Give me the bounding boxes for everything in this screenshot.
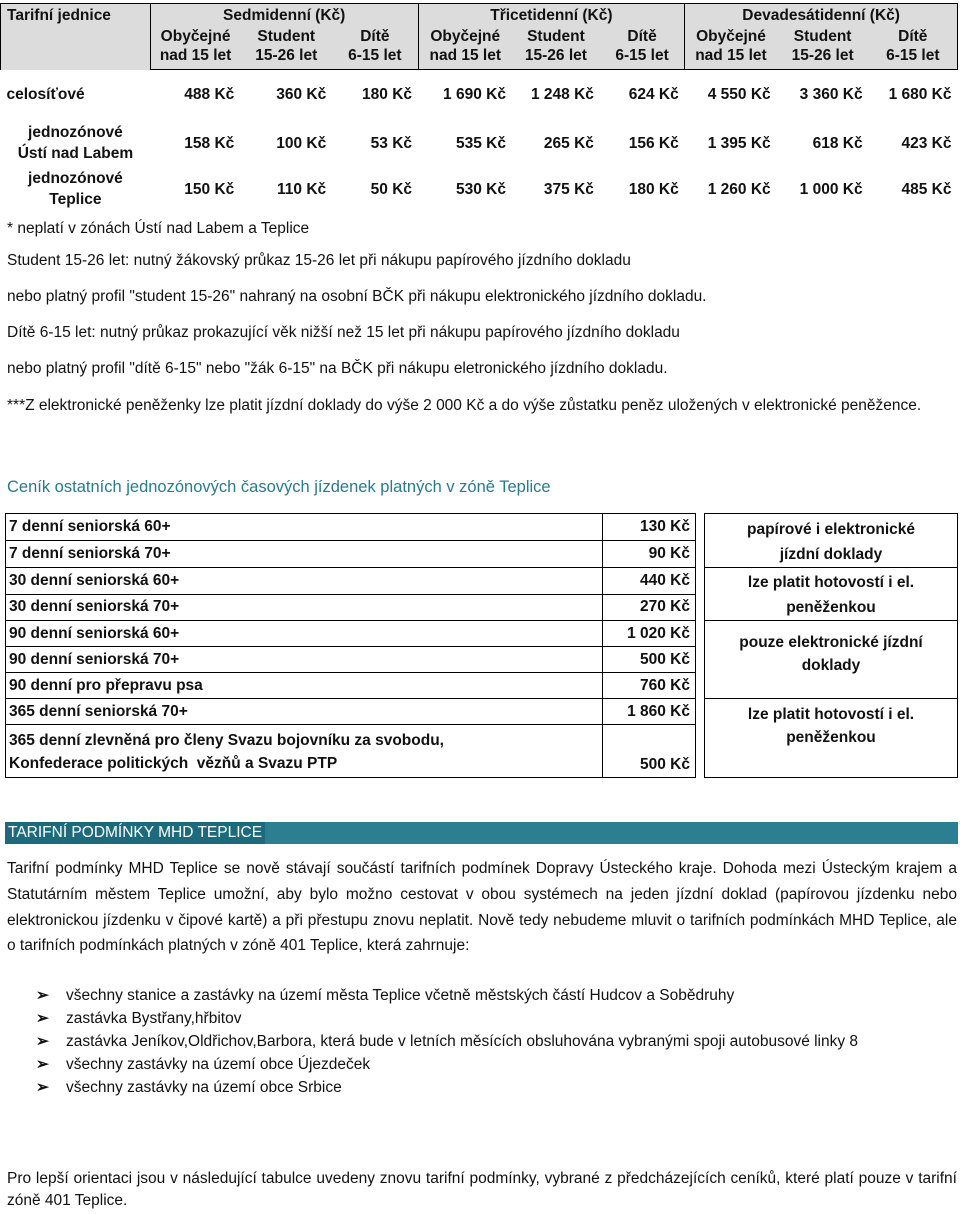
row-label-line2: Ústí nad Labem bbox=[17, 145, 134, 162]
ticket-price: 1 860 Kč bbox=[603, 699, 696, 725]
ticket-name: 90 denní pro přepravu psa bbox=[6, 673, 603, 699]
column-gap bbox=[696, 541, 705, 568]
price-cell: 110 Kč bbox=[277, 180, 327, 198]
note-line: peněženkou bbox=[786, 729, 876, 746]
fare-row-zone-usti bbox=[1, 120, 958, 166]
price-cell: 53 Kč bbox=[370, 134, 413, 152]
list-item-text: všechny stanice a zastávky na území města Teplice včetně městských částí Hudcov a Sobědruhy bbox=[66, 987, 735, 1004]
price-cell: 158 Kč bbox=[184, 134, 235, 152]
subheader-line1: Dítě bbox=[627, 28, 657, 45]
ticket-name bbox=[6, 725, 603, 778]
list-item-text: zastávka Bystřany,hřbitov bbox=[66, 1010, 242, 1027]
price-cell: 265 Kč bbox=[543, 134, 594, 152]
arrow-bullet-icon: ➢ bbox=[36, 1033, 49, 1050]
footer-paragraph: Pro lepší orientaci jsou v následující tabulce uvedeny znovu tarifní podmínky, vybrané z předcházejících ceníků, které platí pouze v tarifní zóně 401 Teplice. bbox=[7, 1170, 957, 1209]
note-student-line1: Student 15-26 let: nutný žákovský průkaz 15-26 let při nákupu papírového jízdního dokladu bbox=[7, 252, 631, 269]
note-line: lze platit hotovostí i el. bbox=[747, 706, 915, 723]
row-label: celosíťové bbox=[6, 85, 85, 103]
fare-header-groups bbox=[1, 4, 958, 27]
column-gap bbox=[696, 514, 705, 541]
price-cell: 1 260 Kč bbox=[707, 180, 771, 198]
arrow-bullet-icon: ➢ bbox=[36, 987, 49, 1004]
price-cell: 423 Kč bbox=[901, 134, 952, 152]
ticket-price: 440 Kč bbox=[603, 568, 696, 595]
ticket-price: 1 020 Kč bbox=[603, 621, 696, 647]
fare-notes bbox=[7, 218, 957, 416]
price-cell: 360 Kč bbox=[276, 86, 327, 103]
subheader-cell bbox=[150, 26, 240, 70]
list-item bbox=[36, 1077, 958, 1099]
price-cell: 530 Kč bbox=[455, 180, 506, 198]
subheader-cell bbox=[512, 26, 600, 70]
row-label bbox=[1, 120, 151, 166]
fare-row-network bbox=[1, 70, 958, 121]
price-cell: 50 Kč bbox=[370, 180, 413, 198]
column-gap bbox=[696, 699, 705, 725]
group-header-30day: Třicetidenní (Kč) bbox=[418, 4, 685, 27]
list-item bbox=[36, 985, 958, 1007]
ticket-name: 90 denní seniorská 70+ bbox=[6, 647, 603, 673]
ticket-name: 365 denní seniorská 70+ bbox=[6, 699, 603, 725]
note-line: pouze elektronické jízdní bbox=[739, 634, 923, 651]
subheader-line1: Obyčejné bbox=[696, 28, 766, 45]
subheader-line2: 15-26 let bbox=[255, 47, 318, 64]
subheader-line1: Dítě bbox=[360, 28, 390, 45]
note-cash-wallet bbox=[705, 568, 958, 621]
price-cell: 1 690 Kč bbox=[443, 86, 506, 103]
column-gap bbox=[696, 725, 705, 778]
subheader-cell bbox=[240, 26, 332, 70]
price-cell: 150 Kč bbox=[184, 180, 235, 198]
arrow-bullet-icon: ➢ bbox=[36, 1056, 49, 1073]
price-cell: 4 550 Kč bbox=[707, 86, 771, 103]
senior-price-table bbox=[5, 513, 958, 778]
price-cell: 488 Kč bbox=[184, 86, 235, 103]
subheader-line1: Obyčejné bbox=[160, 28, 231, 45]
price-cell: 1 248 Kč bbox=[530, 86, 594, 103]
ticket-price: 760 Kč bbox=[603, 673, 696, 699]
subheader-line2: 6-15 let bbox=[615, 47, 669, 64]
list-item bbox=[36, 1008, 958, 1030]
subheader-cell bbox=[332, 26, 418, 70]
list-item bbox=[36, 1031, 958, 1053]
conditions-paragraph: Tarifní podmínky MHD Teplice se nově stávají součástí tarifních podmínek Dopravy Ústeckého kraje. Dohoda mezi Ústeckým krajem a Statutárním městem Teplice umožní, aby bylo možno cestovat v obou systémech na jeden jízdní doklad (papírovou jízdenku nebo elektronickou jízdenku v čipové kartě) a při přestupu znovu neplatit. Nově tedy nebudeme mluvit o tarifních podmínkách MHD Teplice, ale o tarifních podmínkách platných v zóně 401 Teplice, která zahrnuje: bbox=[7, 860, 957, 955]
note-cash-wallet-2 bbox=[705, 699, 958, 778]
list-item-text: všechny zastávky na území obce Újezdeček bbox=[66, 1056, 371, 1073]
table-row bbox=[6, 568, 958, 595]
column-gap bbox=[696, 621, 705, 647]
subheader-line1: Dítě bbox=[898, 28, 928, 45]
ticket-name-line2: Konfederace politických vězňů a Svazu PTP bbox=[9, 755, 338, 772]
subheader-line2: 6-15 let bbox=[348, 47, 402, 64]
zone-stops-list bbox=[36, 985, 958, 1100]
price-cell: 624 Kč bbox=[628, 86, 679, 103]
note-line: lze platit hotovostí i el. bbox=[747, 574, 915, 591]
column-gap bbox=[696, 673, 705, 699]
ticket-price: 90 Kč bbox=[603, 541, 696, 568]
fare-corner-label: Tarifní jednice bbox=[1, 4, 151, 70]
ticket-name: 7 denní seniorská 60+ bbox=[6, 514, 603, 541]
subheader-line2: nad 15 let bbox=[159, 47, 232, 64]
price-cell: 1 395 Kč bbox=[707, 134, 771, 152]
arrow-bullet-icon: ➢ bbox=[36, 1010, 49, 1027]
senior-section-title: Ceník ostatních jednozónových časových jízdenek platných v zóně Teplice bbox=[7, 478, 551, 496]
ticket-name: 30 denní seniorská 70+ bbox=[6, 594, 603, 621]
list-item-text: zastávka Jeníkov,Oldřichov,Barbora, která bude v letních měsících obsluhována vybranými spoji autobusové linky 8 bbox=[66, 1033, 859, 1050]
fare-row-zone-teplice bbox=[1, 166, 958, 212]
price-cell: 3 360 Kč bbox=[799, 86, 863, 103]
subheader-line1: Student bbox=[793, 28, 852, 45]
note-child-line2: nebo platný profil "dítě 6-15" nebo "žák 6-15" na BČK při nákupu eletronického jízdního dokladu. bbox=[7, 360, 668, 377]
table-row bbox=[6, 621, 958, 647]
subheader-cell bbox=[685, 26, 777, 70]
ticket-price: 500 Kč bbox=[603, 647, 696, 673]
subheader-line2: 6-15 let bbox=[886, 47, 940, 64]
price-cell: 100 Kč bbox=[276, 134, 327, 152]
fare-table bbox=[0, 3, 958, 212]
subheader-cell bbox=[869, 26, 958, 70]
column-gap bbox=[696, 568, 705, 595]
ticket-price: 270 Kč bbox=[603, 594, 696, 621]
price-cell: 375 Kč bbox=[543, 180, 594, 198]
ticket-name: 90 denní seniorská 60+ bbox=[6, 621, 603, 647]
note-student-line2: nebo platný profil "student 15-26" nahraný na osobní BČK při nákupu elektronického jízdního dokladu. bbox=[7, 288, 707, 305]
subheader-cell bbox=[418, 26, 512, 70]
ticket-name: 30 denní seniorská 60+ bbox=[6, 568, 603, 595]
ticket-price: 500 Kč bbox=[603, 725, 696, 778]
price-cell: 180 Kč bbox=[628, 180, 679, 198]
price-cell: 535 Kč bbox=[455, 134, 506, 152]
arrow-bullet-icon: ➢ bbox=[36, 1079, 49, 1096]
note-line: doklady bbox=[801, 657, 861, 674]
subheader-cell bbox=[777, 26, 869, 70]
table-row bbox=[6, 699, 958, 725]
conditions-heading-bar bbox=[5, 822, 958, 844]
column-gap bbox=[696, 647, 705, 673]
note-line: papírové i elektronické bbox=[747, 521, 915, 538]
row-label-line2: Teplice bbox=[49, 191, 102, 208]
note-zones: * neplatí v zónách Ústí nad Labem a Teplice bbox=[7, 220, 310, 237]
row-label-line1: jednozónové bbox=[28, 170, 123, 187]
price-cell: 1 000 Kč bbox=[799, 180, 863, 198]
row-label bbox=[1, 166, 151, 212]
subheader-line2: 15-26 let bbox=[524, 47, 587, 64]
ticket-price: 130 Kč bbox=[603, 514, 696, 541]
subheader-cell bbox=[600, 26, 685, 70]
ticket-name-line1: 365 denní zlevněná pro členy Svazu bojovníku za svobodu, bbox=[9, 732, 444, 749]
note-line: peněženkou bbox=[786, 599, 876, 616]
note-line: jízdní doklady bbox=[779, 546, 883, 563]
fare-table-wrapper bbox=[0, 3, 958, 212]
table-row bbox=[6, 514, 958, 541]
group-header-7day: Sedmidenní (Kč) bbox=[150, 4, 418, 27]
subheader-line1: Student bbox=[257, 28, 316, 45]
price-cell: 156 Kč bbox=[628, 134, 679, 152]
subheader-line2: nad 15 let bbox=[695, 47, 767, 64]
column-gap bbox=[696, 594, 705, 621]
price-cell: 180 Kč bbox=[362, 86, 413, 103]
subheader-line2: nad 15 let bbox=[429, 47, 501, 64]
ticket-name: 7 denní seniorská 70+ bbox=[6, 541, 603, 568]
group-header-90day: Devadesátidenní (Kč) bbox=[685, 4, 958, 27]
subheader-line2: 15-26 let bbox=[791, 47, 854, 64]
row-label-line1: jednozónové bbox=[28, 124, 123, 141]
subheader-line1: Obyčejné bbox=[430, 28, 501, 45]
price-cell: 485 Kč bbox=[901, 180, 952, 198]
price-cell: 618 Kč bbox=[812, 134, 863, 152]
note-child-line1: Dítě 6-15 let: nutný průkaz prokazující věk nižší než 15 let při nákupu papírového jízdního dokladu bbox=[7, 324, 680, 341]
note-electronic-only bbox=[705, 621, 958, 699]
note-wallet: ***Z elektronické peněženky lze platit jízdní doklady do výše 2 000 Kč a do výše zůstatku peněz uložených v elektronické peněžence. bbox=[7, 397, 922, 414]
list-item bbox=[36, 1054, 958, 1076]
list-item-text: všechny zastávky na území obce Srbice bbox=[66, 1079, 342, 1096]
subheader-line1: Student bbox=[527, 28, 585, 45]
price-cell: 1 680 Kč bbox=[888, 86, 952, 103]
conditions-heading: TARIFNÍ PODMÍNKY MHD TEPLICE bbox=[5, 822, 265, 844]
note-paper-electronic bbox=[705, 514, 958, 568]
